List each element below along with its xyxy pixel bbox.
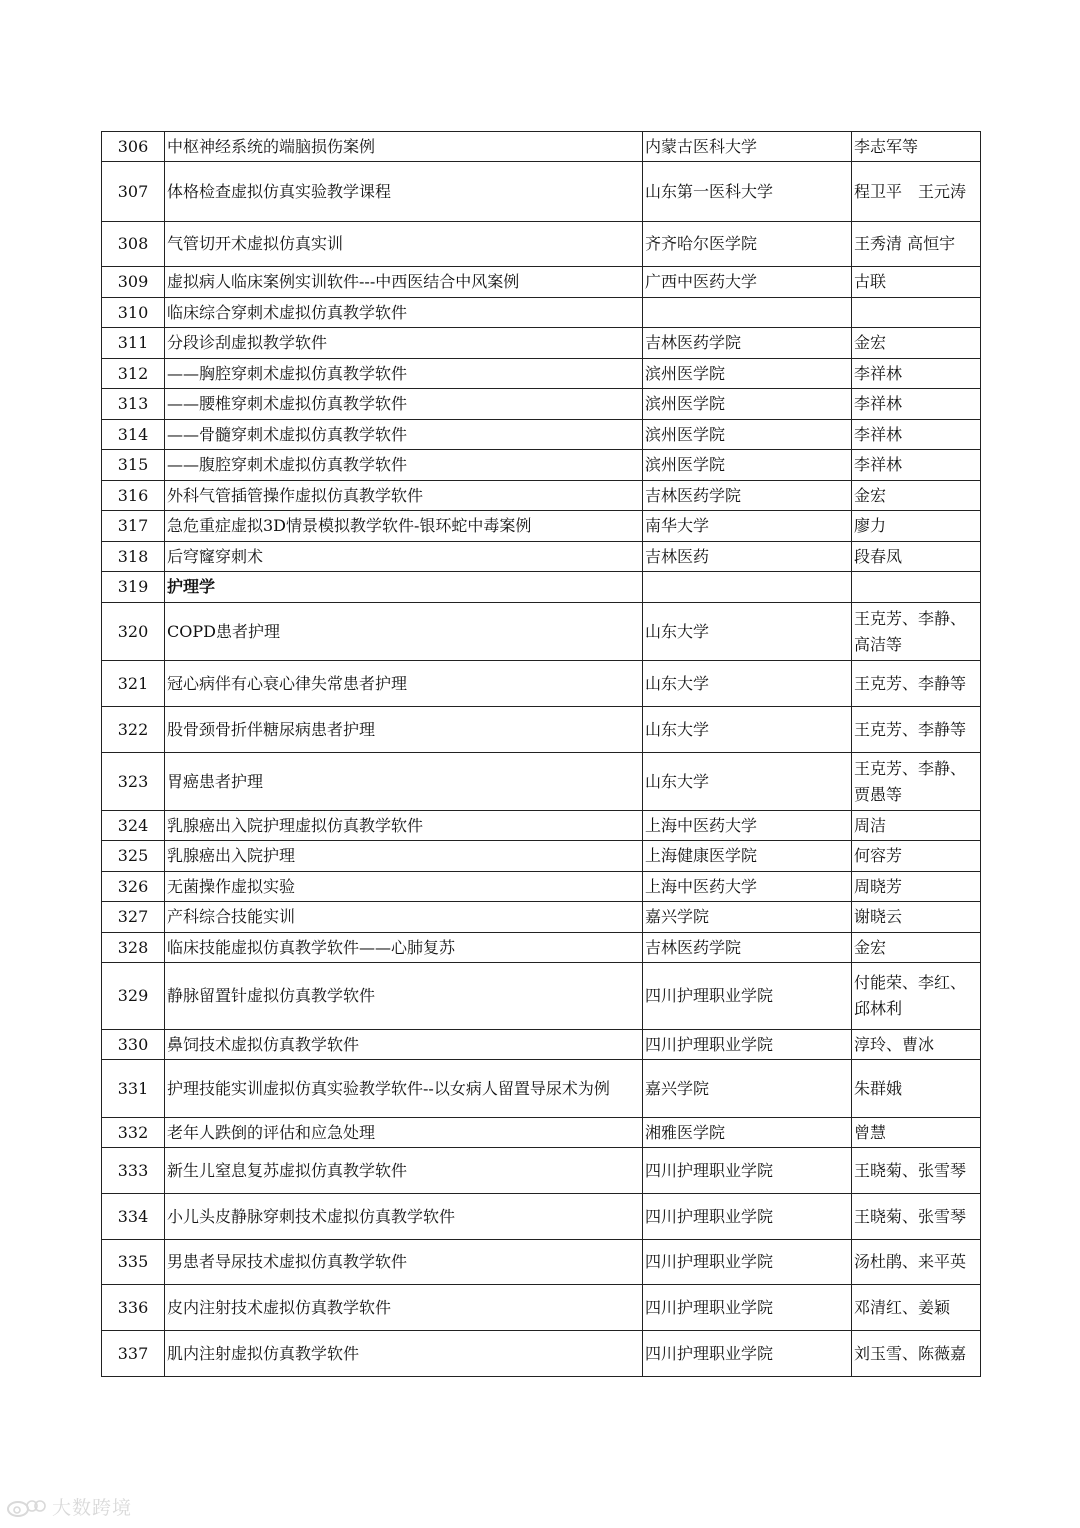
table-row (102, 511, 981, 542)
table-row (102, 572, 981, 603)
table-row (102, 841, 981, 872)
institution: 上海中医药大学 (643, 811, 852, 841)
row-number: 314 (102, 420, 165, 450)
authors: 邓清红、姜颖 (852, 1285, 981, 1331)
project-title: 外科气管插管操作虚拟仿真教学软件 (165, 481, 643, 511)
row-number: 324 (102, 811, 165, 841)
institution: 山东大学 (643, 603, 852, 661)
table-row (102, 811, 981, 841)
project-title: 肌内注射虚拟仿真教学软件 (165, 1331, 643, 1377)
institution (643, 298, 852, 328)
project-title: 乳腺癌出入院护理 (165, 841, 643, 872)
authors: 王晓菊、张雪琴 (852, 1194, 981, 1240)
table-row (102, 902, 981, 933)
project-title: ——腰椎穿刺术虚拟仿真教学软件 (165, 389, 643, 420)
table-row (102, 542, 981, 572)
institution: 吉林医药学院 (643, 328, 852, 359)
row-number: 319 (102, 572, 165, 603)
row-number: 310 (102, 298, 165, 328)
row-number: 316 (102, 481, 165, 511)
authors (852, 298, 981, 328)
authors: 李祥林 (852, 359, 981, 389)
authors: 王克芳、李静、贾愚等 (852, 753, 981, 811)
watermark-text: 大数跨境 (52, 1497, 133, 1519)
authors: 金宏 (852, 481, 981, 511)
table-row (102, 162, 981, 222)
row-number: 311 (102, 328, 165, 359)
row-number: 330 (102, 1030, 165, 1060)
institution: 滨州医学院 (643, 420, 852, 450)
row-number: 307 (102, 162, 165, 222)
project-title: 中枢神经系统的端脑损伤案例 (165, 132, 643, 162)
project-title: 股骨颈骨折伴糖尿病患者护理 (165, 707, 643, 753)
project-title: 临床综合穿刺术虚拟仿真教学软件 (165, 298, 643, 328)
authors: 李祥林 (852, 420, 981, 450)
project-title: 临床技能虚拟仿真教学软件——心肺复苏 (165, 933, 643, 963)
authors: 王晓菊、张雪琴 (852, 1148, 981, 1194)
row-number: 333 (102, 1148, 165, 1194)
authors (852, 572, 981, 603)
project-title: ——腹腔穿刺术虚拟仿真教学软件 (165, 450, 643, 481)
institution: 滨州医学院 (643, 359, 852, 389)
authors: 周洁 (852, 811, 981, 841)
table-row (102, 389, 981, 420)
row-number: 317 (102, 511, 165, 542)
authors: 王克芳、李静、高洁等 (852, 603, 981, 661)
row-number: 308 (102, 222, 165, 267)
authors: 王克芳、李静等 (852, 661, 981, 707)
institution: 上海中医药大学 (643, 872, 852, 902)
project-title: 分段诊刮虚拟教学软件 (165, 328, 643, 359)
table-row (102, 1240, 981, 1285)
row-number: 327 (102, 902, 165, 933)
institution: 吉林医药学院 (643, 933, 852, 963)
project-title: 男患者导尿技术虚拟仿真教学软件 (165, 1240, 643, 1285)
table-row (102, 1194, 981, 1240)
project-title: 皮内注射技术虚拟仿真教学软件 (165, 1285, 643, 1331)
project-title: 胃癌患者护理 (165, 753, 643, 811)
table-row (102, 328, 981, 359)
institution: 嘉兴学院 (643, 1060, 852, 1118)
table-row (102, 1118, 981, 1148)
project-title: 新生儿窒息复苏虚拟仿真教学软件 (165, 1148, 643, 1194)
project-title: 静脉留置针虚拟仿真教学软件 (165, 963, 643, 1030)
project-title: 护理学 (165, 572, 643, 603)
table-row (102, 359, 981, 389)
project-title: 护理技能实训虚拟仿真实验教学软件--以女病人留置导尿术为例 (165, 1060, 643, 1118)
row-number: 335 (102, 1240, 165, 1285)
table-row (102, 933, 981, 963)
table-row (102, 603, 981, 661)
institution: 内蒙古医科大学 (643, 132, 852, 162)
authors: 李祥林 (852, 450, 981, 481)
authors: 古联 (852, 267, 981, 298)
authors: 曾慧 (852, 1118, 981, 1148)
table-row (102, 420, 981, 450)
project-table (101, 131, 981, 1377)
institution: 吉林医药学院 (643, 481, 852, 511)
table-row (102, 753, 981, 811)
project-title: ——胸腔穿刺术虚拟仿真教学软件 (165, 359, 643, 389)
authors: 段春凤 (852, 542, 981, 572)
project-title: 乳腺癌出入院护理虚拟仿真教学软件 (165, 811, 643, 841)
project-title: 后穹窿穿刺术 (165, 542, 643, 572)
institution: 四川护理职业学院 (643, 1240, 852, 1285)
authors: 何容芳 (852, 841, 981, 872)
project-title: 鼻饲技术虚拟仿真教学软件 (165, 1030, 643, 1060)
row-number: 315 (102, 450, 165, 481)
project-title: 急危重症虚拟3D情景模拟教学软件-银环蛇中毒案例 (165, 511, 643, 542)
row-number: 322 (102, 707, 165, 753)
table-row (102, 1030, 981, 1060)
authors: 淳玲、曹冰 (852, 1030, 981, 1060)
row-number: 321 (102, 661, 165, 707)
row-number: 337 (102, 1331, 165, 1377)
authors: 程卫平 王元涛 (852, 162, 981, 222)
table-row (102, 1148, 981, 1194)
authors: 周晓芳 (852, 872, 981, 902)
table-row (102, 872, 981, 902)
table-row (102, 450, 981, 481)
authors: 汤杜鹃、来平英 (852, 1240, 981, 1285)
row-number: 336 (102, 1285, 165, 1331)
authors: 李志军等 (852, 132, 981, 162)
institution: 齐齐哈尔医学院 (643, 222, 852, 267)
authors: 李祥林 (852, 389, 981, 420)
table-row (102, 963, 981, 1030)
institution: 滨州医学院 (643, 450, 852, 481)
row-number: 306 (102, 132, 165, 162)
table-row (102, 1285, 981, 1331)
project-title: 体格检查虚拟仿真实验教学课程 (165, 162, 643, 222)
table-row (102, 1060, 981, 1118)
row-number: 312 (102, 359, 165, 389)
institution: 南华大学 (643, 511, 852, 542)
table-row (102, 222, 981, 267)
authors: 王秀清 高恒宇 (852, 222, 981, 267)
row-number: 325 (102, 841, 165, 872)
row-number: 320 (102, 603, 165, 661)
table-row (102, 707, 981, 753)
authors: 金宏 (852, 328, 981, 359)
table-row (102, 481, 981, 511)
project-title: 无菌操作虚拟实验 (165, 872, 643, 902)
institution: 四川护理职业学院 (643, 1148, 852, 1194)
row-number: 323 (102, 753, 165, 811)
institution: 山东大学 (643, 707, 852, 753)
project-title: 老年人跌倒的评估和应急处理 (165, 1118, 643, 1148)
row-number: 329 (102, 963, 165, 1030)
table-body (102, 132, 981, 1377)
authors: 廖力 (852, 511, 981, 542)
table-row (102, 298, 981, 328)
project-title: COPD患者护理 (165, 603, 643, 661)
institution: 山东大学 (643, 661, 852, 707)
authors: 朱群娥 (852, 1060, 981, 1118)
authors: 谢晓云 (852, 902, 981, 933)
institution: 四川护理职业学院 (643, 1194, 852, 1240)
project-title: 冠心病伴有心衰心律失常患者护理 (165, 661, 643, 707)
institution (643, 572, 852, 603)
row-number: 332 (102, 1118, 165, 1148)
institution: 四川护理职业学院 (643, 963, 852, 1030)
project-title: ——骨髓穿刺术虚拟仿真教学软件 (165, 420, 643, 450)
watermark (6, 1493, 132, 1520)
table-row (102, 267, 981, 298)
institution: 四川护理职业学院 (643, 1030, 852, 1060)
institution: 四川护理职业学院 (643, 1285, 852, 1331)
authors: 付能荣、李红、邱林利 (852, 963, 981, 1030)
authors: 王克芳、李静等 (852, 707, 981, 753)
project-title: 虚拟病人临床案例实训软件---中西医结合中风案例 (165, 267, 643, 298)
institution: 湘雅医学院 (643, 1118, 852, 1148)
weibo-logo-icon (6, 1496, 46, 1518)
institution: 滨州医学院 (643, 389, 852, 420)
row-number: 328 (102, 933, 165, 963)
authors: 金宏 (852, 933, 981, 963)
row-number: 318 (102, 542, 165, 572)
row-number: 313 (102, 389, 165, 420)
institution: 广西中医药大学 (643, 267, 852, 298)
table-row (102, 132, 981, 162)
table-row (102, 1331, 981, 1377)
project-title: 气管切开术虚拟仿真实训 (165, 222, 643, 267)
institution: 上海健康医学院 (643, 841, 852, 872)
institution: 四川护理职业学院 (643, 1331, 852, 1377)
row-number: 331 (102, 1060, 165, 1118)
project-title: 产科综合技能实训 (165, 902, 643, 933)
project-title: 小儿头皮静脉穿刺技术虚拟仿真教学软件 (165, 1194, 643, 1240)
institution: 山东大学 (643, 753, 852, 811)
row-number: 309 (102, 267, 165, 298)
authors: 刘玉雪、陈薇嘉 (852, 1331, 981, 1377)
row-number: 334 (102, 1194, 165, 1240)
institution: 吉林医药 (643, 542, 852, 572)
institution: 嘉兴学院 (643, 902, 852, 933)
institution: 山东第一医科大学 (643, 162, 852, 222)
table-row (102, 661, 981, 707)
row-number: 326 (102, 872, 165, 902)
